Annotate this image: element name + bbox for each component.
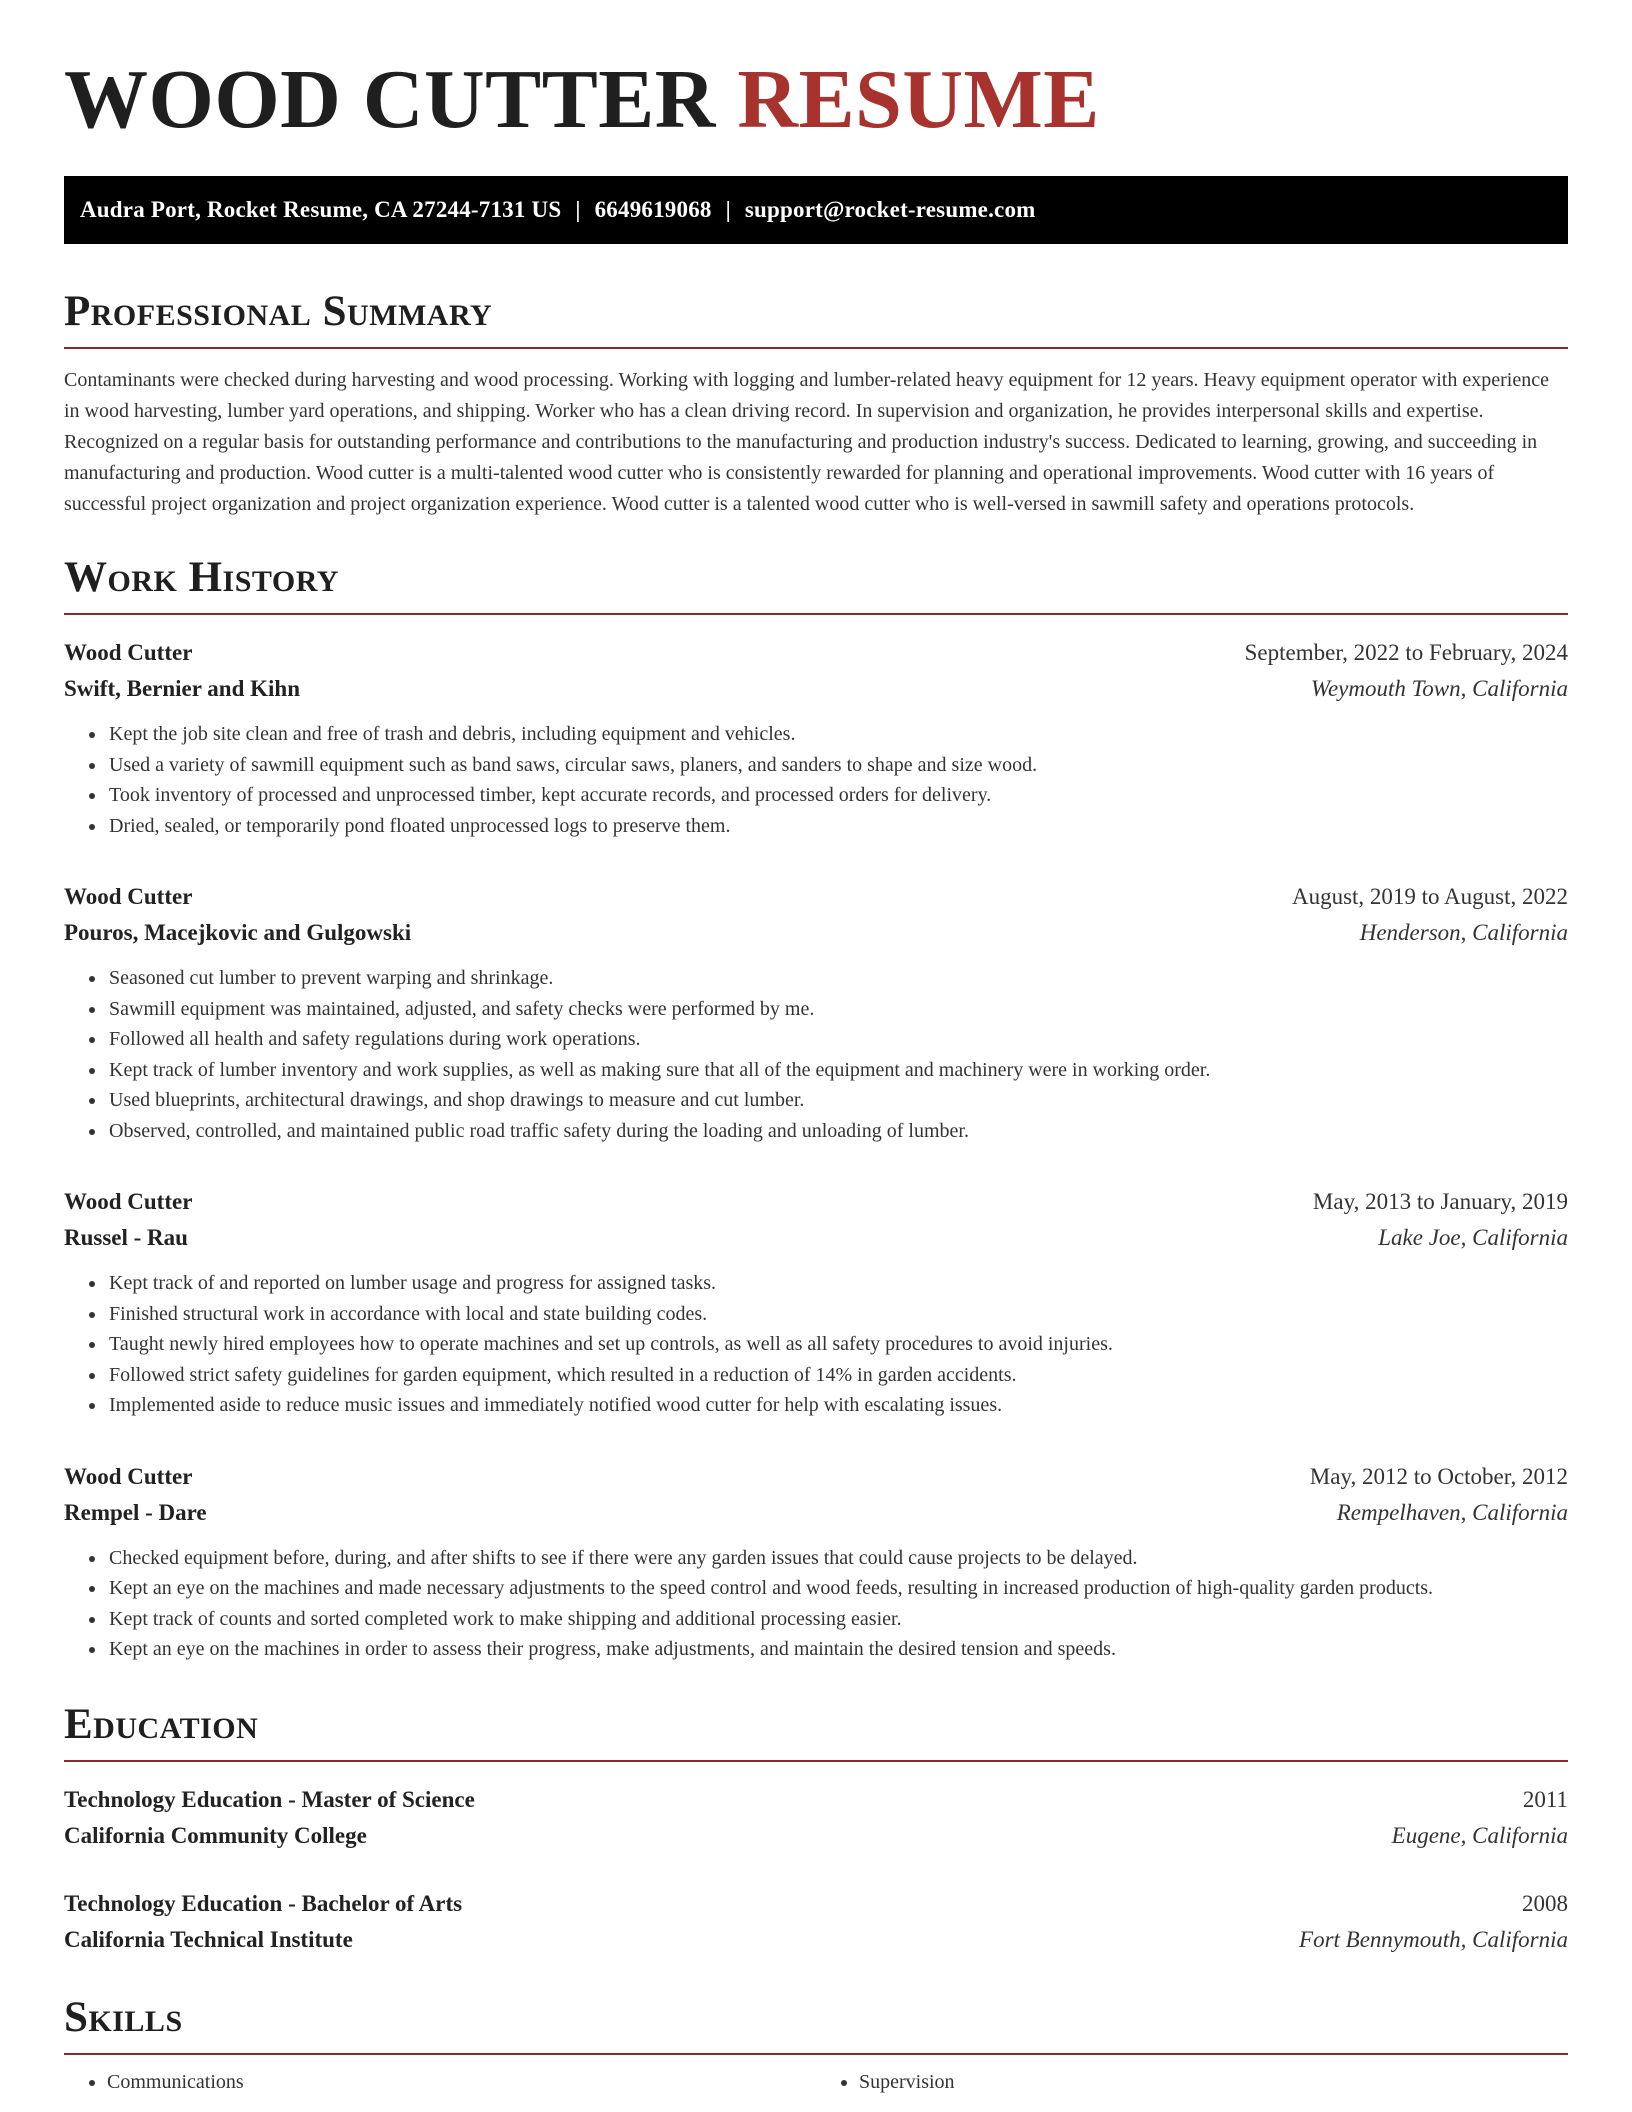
education-degree: Technology Education - Master of Science bbox=[64, 1786, 475, 1812]
job-duties-list bbox=[64, 963, 1568, 1146]
job-dates: May, 2012 to October, 2012 bbox=[1309, 1463, 1568, 1489]
resume-title bbox=[64, 52, 1568, 150]
section-heading-summary: Professional Summary bbox=[64, 288, 493, 335]
education-entry bbox=[64, 1886, 1568, 1958]
job-duty: • Followed strict safety guidelines for garden equipment, which resulted in a reduction of 14% in garden accidents. bbox=[107, 1360, 1568, 1391]
job-duty: • Used blueprints, architectural drawings, and shop drawings to measure and cut lumber. bbox=[107, 1085, 1568, 1116]
section-divider bbox=[64, 2053, 1568, 2055]
section-heading-work-history: Work History bbox=[64, 554, 339, 601]
summary-section bbox=[64, 290, 1568, 520]
job-duty: • Seasoned cut lumber to prevent warping and shrinkage. bbox=[107, 963, 1568, 994]
job-title: Wood Cutter bbox=[64, 1463, 193, 1489]
title-main: WOOD CUTTER bbox=[64, 53, 716, 146]
job-title: Wood Cutter bbox=[64, 884, 193, 909]
job-duties-list bbox=[64, 719, 1568, 841]
job-entry bbox=[64, 1184, 1568, 1421]
job-duty: • Kept track of and reported on lumber usage and progress for assigned tasks. bbox=[107, 1268, 1568, 1299]
job-company: Swift, Bernier and Kihn bbox=[64, 676, 300, 701]
job-location: Lake Joe, California bbox=[1378, 1225, 1568, 1250]
section-heading-skills: Skills bbox=[64, 1993, 183, 2041]
job-duty: • Kept track of counts and sorted completed work to make shipping and additional processing easier. bbox=[107, 1604, 1568, 1635]
job-dates: August, 2019 to August, 2022 bbox=[1291, 884, 1568, 909]
job-duty: • Checked equipment before, during, and after shifts to see if there were any garden issues that could cause projects to be delayed. bbox=[107, 1543, 1568, 1574]
education-location: Eugene, California bbox=[1391, 1822, 1568, 1848]
job-entry bbox=[64, 1459, 1568, 1665]
skills-column-right bbox=[816, 2067, 1568, 2097]
contact-separator: | bbox=[725, 197, 731, 222]
skills-grid bbox=[64, 2067, 1568, 2097]
job-duty: • Taught newly hired employees how to operate machines and set up controls, as well as all safety procedures to avoid injuries. bbox=[107, 1329, 1568, 1360]
job-location: Henderson, California bbox=[1359, 920, 1568, 945]
job-dates: May, 2013 to January, 2019 bbox=[1312, 1189, 1568, 1214]
job-entry bbox=[64, 635, 1568, 841]
job-duty: • Finished structural work in accordance with local and state building codes. bbox=[107, 1299, 1568, 1330]
job-company: Russel - Rau bbox=[64, 1225, 188, 1250]
education-year: 2008 bbox=[1522, 1890, 1568, 1916]
job-location: Rempelhaven, California bbox=[1336, 1499, 1568, 1525]
job-duty: • Implemented aside to reduce music issues and immediately notified wood cutter for help with escalating issues. bbox=[107, 1390, 1568, 1421]
education-school: California Community College bbox=[64, 1822, 367, 1848]
contact-bar bbox=[64, 176, 1568, 244]
job-duty: • Took inventory of processed and unprocessed timber, kept accurate records, and processed orders for delivery. bbox=[107, 780, 1568, 811]
job-duty: • Dried, sealed, or temporarily pond floated unprocessed logs to preserve them. bbox=[107, 811, 1568, 842]
summary-text: Contaminants were checked during harvesting and wood processing. Working with logging and lumber-related heavy equipment for 12 years. Heavy equipment operator with experience in wood harvesting, lumber yard operations, and shipping. Worker who has a clean driving record. In supervision and organization, he provides interpersonal skills and expertise. Recognized on a regular basis for outstanding performance and contributions to the manufacturing and production industry's success. Dedicated to learning, growing, and succeeding in manufacturing and production. Wood cutter is a multi-talented wood cutter who is consistently rewarded for planning and operational improvements. Wood cutter with 16 years of successful project organization and project organization experience. Wood cutter is a talented wood cutter who is well-versed in sawmill safety and operations protocols. bbox=[64, 369, 1549, 515]
job-duty: • Sawmill equipment was maintained, adjusted, and safety checks were performed by me. bbox=[107, 994, 1568, 1025]
section-heading-education: Education bbox=[64, 1700, 259, 1748]
job-company: Rempel - Dare bbox=[64, 1499, 207, 1525]
job-duty: • Followed all health and safety regulations during work operations. bbox=[107, 1024, 1568, 1055]
contact-address: Audra Port, Rocket Resume, CA 27244-7131 US bbox=[80, 197, 562, 222]
skills-column-left bbox=[64, 2067, 816, 2097]
contact-phone: 6649619068 bbox=[594, 197, 712, 222]
job-duty: • Kept an eye on the machines in order to assess their progress, make adjustments, and maintain the desired tension and speeds. bbox=[107, 1634, 1568, 1665]
contact-separator: | bbox=[575, 197, 581, 222]
education-entry bbox=[64, 1782, 1568, 1854]
education-location: Fort Bennymouth, California bbox=[1299, 1926, 1568, 1952]
job-duty: • Used a variety of sawmill equipment such as band saws, circular saws, planers, and sanders to shape and size wood. bbox=[107, 750, 1568, 781]
job-duty: • Observed, controlled, and maintained public road traffic safety during the loading and unloading of lumber. bbox=[107, 1116, 1568, 1147]
contact-email[interactable]: support@rocket-resume.com bbox=[744, 197, 1036, 222]
skills-section bbox=[64, 1993, 1568, 2097]
job-duty: • Kept an eye on the machines and made necessary adjustments to the speed control and wood feeds, resulting in increased production of high-quality garden products. bbox=[107, 1573, 1568, 1604]
job-duties-list bbox=[64, 1268, 1568, 1421]
education-year: 2011 bbox=[1522, 1786, 1568, 1812]
job-title: Wood Cutter bbox=[64, 1189, 193, 1214]
job-duties-list bbox=[64, 1543, 1568, 1665]
section-divider bbox=[64, 1760, 1568, 1762]
work-history-section bbox=[64, 556, 1568, 1665]
section-divider bbox=[64, 613, 1568, 615]
job-dates: September, 2022 to February, 2024 bbox=[1244, 640, 1568, 665]
job-duty: • Kept the job site clean and free of trash and debris, including equipment and vehicles. bbox=[107, 719, 1568, 750]
job-location: Weymouth Town, California bbox=[1310, 676, 1568, 701]
skill-item: • Supervision bbox=[859, 2067, 1568, 2097]
title-accent: RESUME bbox=[737, 53, 1100, 146]
job-entry bbox=[64, 879, 1568, 1146]
job-title: Wood Cutter bbox=[64, 640, 193, 665]
education-degree: Technology Education - Bachelor of Arts bbox=[64, 1890, 463, 1916]
education-section bbox=[64, 1700, 1568, 1958]
section-divider bbox=[64, 347, 1568, 349]
skill-item: • Communications bbox=[107, 2067, 816, 2097]
education-school: California Technical Institute bbox=[64, 1926, 353, 1952]
job-company: Pouros, Macejkovic and Gulgowski bbox=[64, 920, 412, 945]
job-duty: • Kept track of lumber inventory and work supplies, as well as making sure that all of the equipment and machinery were in working order. bbox=[107, 1055, 1568, 1086]
